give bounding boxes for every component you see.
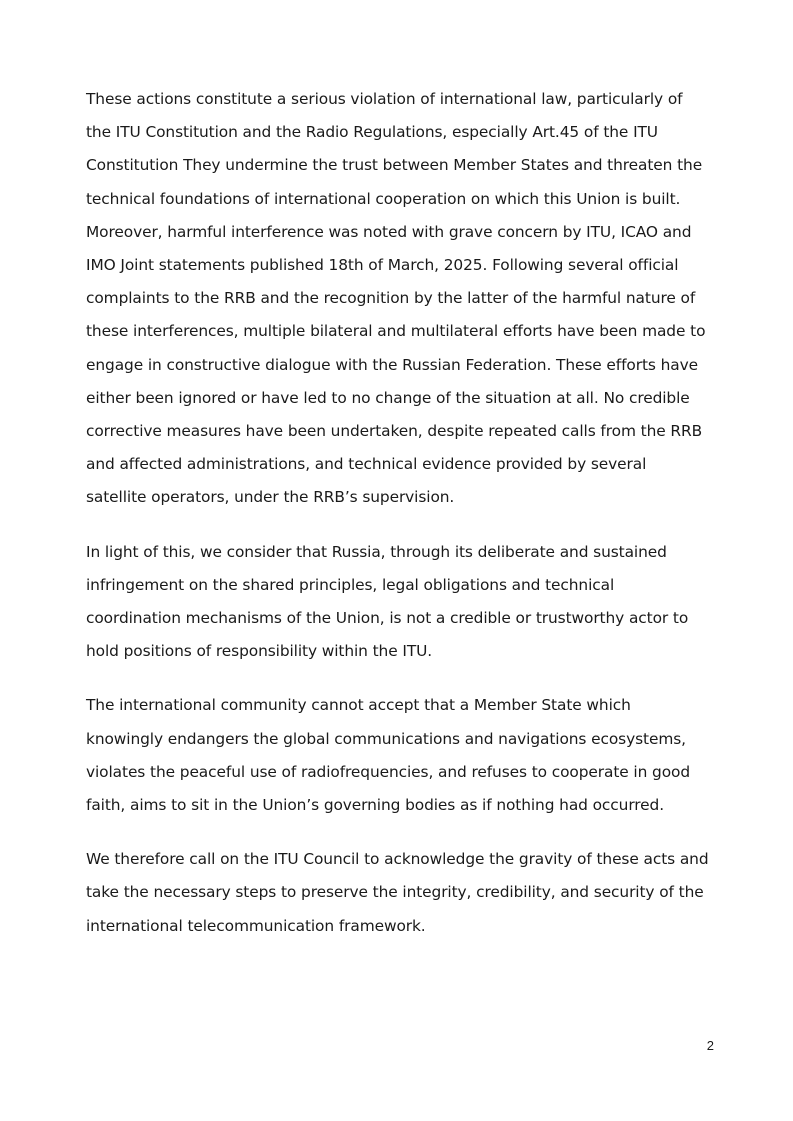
document-body <box>86 83 710 964</box>
paragraph-call-to-council: We therefore call on the ITU Council to acknowledge the gravity of these acts and take the necessary steps to preserve the integrity, credibility, and security of the international telecommunication framework. <box>86 850 709 935</box>
paragraph-violation: These actions constitute a serious violation of international law, particularly of the ITU Constitution and the Radio Regulations, especially Art.45 of the ITU Constitution They undermine the trust between Member States and threaten the technical foundations of international cooperation on which this Union is built. Moreover, harmful interference was noted with grave concern by ITU, ICAO and IMO Joint statements published 18th of March, 2025. Following several official complaints to the RRB and the recognition by the latter of the harmful nature of these interferences, multiple bilateral and multilateral efforts have been made to engage in constructive dialogue with the Russian Federation. These efforts have either been ignored or have led to no change of the situation at all. No credible corrective measures have been undertaken, despite repeated calls from the RRB and affected administrations, and technical evidence provided by several satellite operators, under the RRB’s supervision. <box>86 90 706 507</box>
paragraph-international-community: The international community cannot accept that a Member State which knowingly endangers the global communications and navigations ecosystems, violates the peaceful use of radiofrequencies, and refuses to cooperate in good faith, aims to sit in the Union’s governing bodies as if nothing had occurred. <box>86 696 691 815</box>
page-number: 2 <box>706 1038 714 1053</box>
paragraph-russia-credibility: In light of this, we consider that Russia, through its deliberate and sustained infringement on the shared principles, legal obligations and technical coordination mechanisms of the Union, is not a credible or trustworthy actor to hold positions of responsibility within the ITU. <box>86 542 689 661</box>
